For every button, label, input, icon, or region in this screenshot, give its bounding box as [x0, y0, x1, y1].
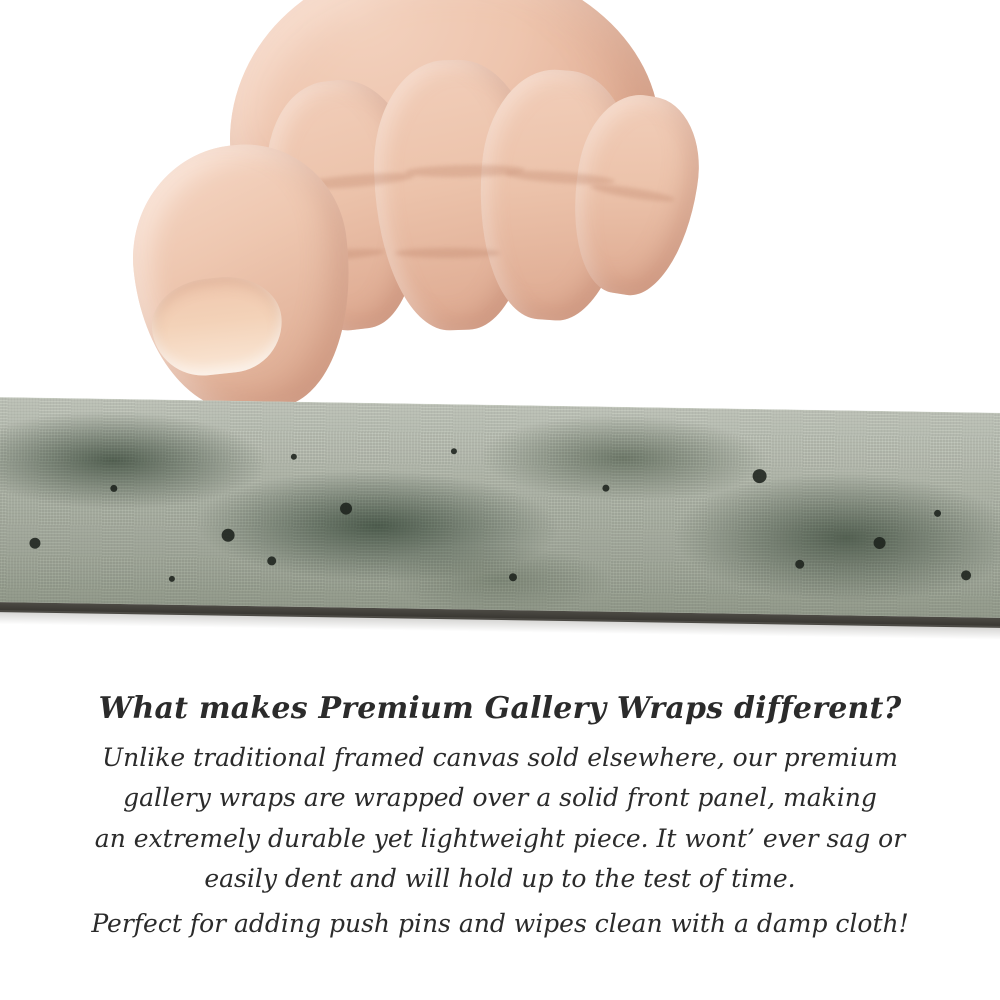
- canvas-speck: [222, 529, 235, 542]
- caption-line: an extremely durable yet lightweight piece. It wont’ ever sag or: [94, 823, 906, 853]
- knuckle-crease: [395, 248, 500, 258]
- canvas-speck: [602, 485, 609, 492]
- caption-closing-line: Perfect for adding push pins and wipes clean with a damp cloth!: [91, 908, 909, 938]
- caption-block: [0, 690, 1000, 944]
- canvas-speck: [451, 448, 457, 454]
- canvas-speck: [795, 560, 804, 569]
- caption-heading: What makes Premium Gallery Wraps different?: [98, 691, 902, 726]
- caption-line: Unlike traditional framed canvas sold elsewhere, our premium: [102, 742, 898, 772]
- canvas-speck: [509, 573, 517, 581]
- caption-line: easily dent and will hold up to the test of time.: [204, 864, 796, 893]
- canvas-speck: [934, 510, 941, 517]
- canvas-wrap-edge: [0, 397, 1000, 628]
- canvas-speck: [110, 485, 117, 492]
- caption-line: gallery wraps are wrapped over a solid front panel, making: [123, 783, 877, 812]
- canvas-speck: [291, 454, 297, 460]
- canvas-speck: [873, 537, 885, 549]
- hand-fist-pressing: [120, 0, 680, 430]
- canvas-weave-texture: [0, 397, 1000, 618]
- canvas-speck: [267, 556, 276, 565]
- canvas-speck: [169, 576, 175, 582]
- canvas-speck: [29, 538, 40, 549]
- canvas-printed-face: [0, 397, 1000, 618]
